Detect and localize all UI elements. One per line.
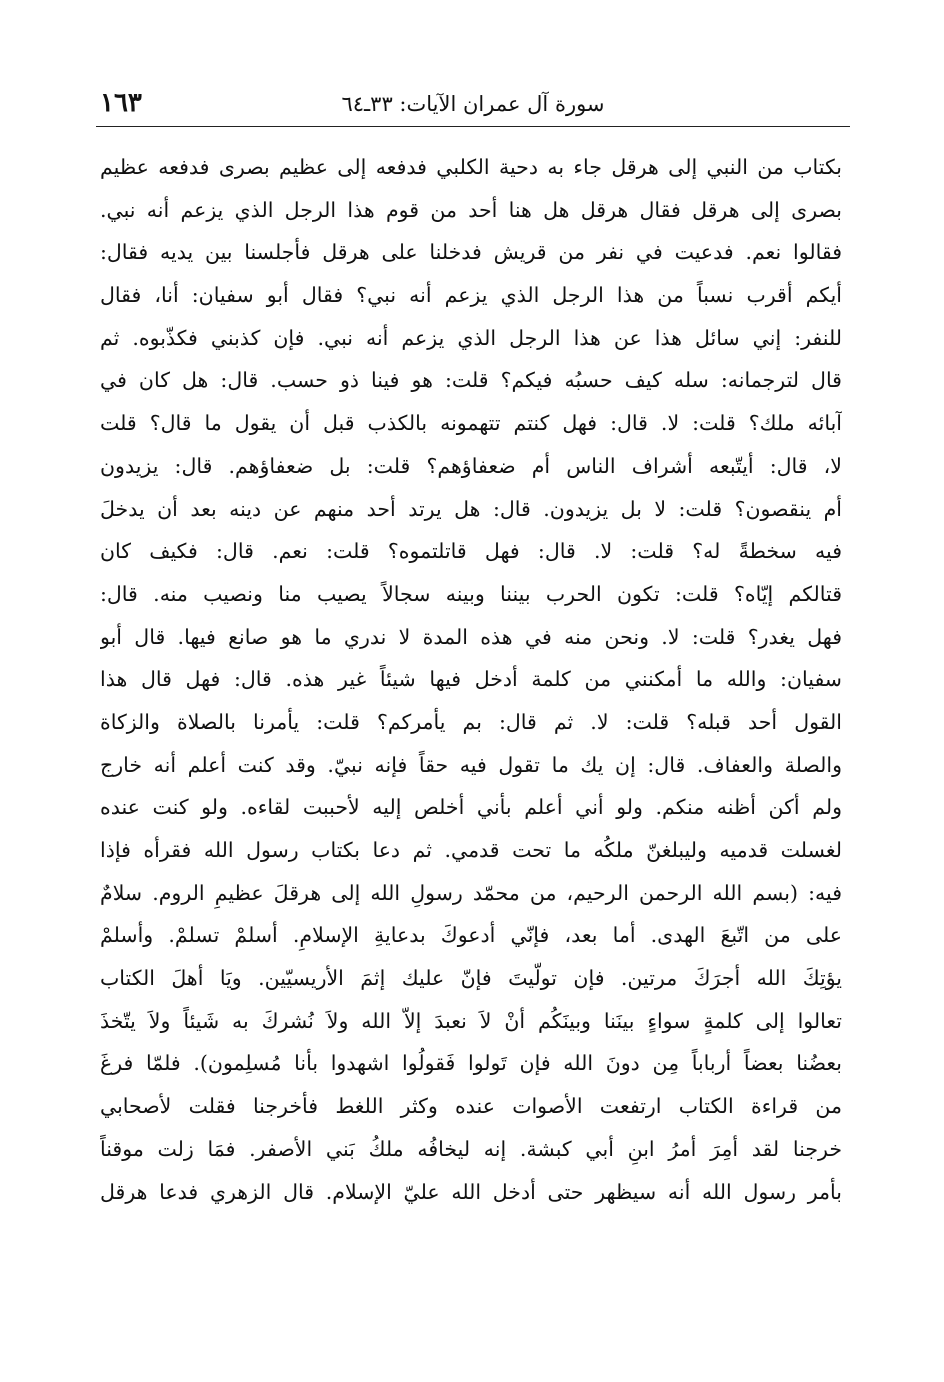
text-line: لغسلت قدميه وليبلغنّ ملكُه ما تحت قدمي. ثم دعا بكتاب رسول الله فقرأه فإذا	[100, 838, 842, 862]
text-line: بكتاب من النبي إلى هرقل جاء به دحية الكلبي فدفعه إلى عظيم بصرى فدفعه عظيم	[100, 155, 842, 179]
text-line: القول أحد قبله؟ قلت: لا. ثم قال: بم يأمركم؟ قلت: يأمرنا بالصلاة والزكاة	[100, 709, 842, 734]
text-line: بصرى إلى هرقل فقال هرقل هل هنا أحد من قوم هذا الرجل الذي يزعم أنه نبي.	[100, 197, 842, 222]
text-line: على من اتّبعَ الهدى. أما بعد، فإنّي أدعوكَ بدعايةِ الإسلامِ. أسلمْ تسلمْ. وأسلمْ	[100, 923, 842, 948]
text-line: فهل يغدر؟ قلت: لا. ونحن منه في هذه المدة لا ندري ما هو صانع فيها. قال أبو	[100, 624, 842, 649]
text-line: آبائه ملك؟ قلت: لا. قال: فهل كنتم تتهمونه بالكذب قبل أن يقول ما قال؟ قلت	[100, 411, 842, 436]
text-line: ولم أكن أظنه منكم. ولو أني أعلم بأني أخلص إليه لأحببت لقاءه. ولو كنت عنده	[100, 795, 842, 820]
text-line: أيكم أقرب نسباً من هذا الرجل الذي يزعم أنه نبي؟ فقال أبو سفيان: أنا، فقال	[100, 283, 842, 308]
text-line: بعضُنا بعضاً أرباباً مِن دونَ الله فإن تَولوا فَقولُوا اشهدوا بأنا مُسلِمون). فلمّا فرغَ	[100, 1051, 842, 1076]
text-line: خرجنا لقد أمِرَ أمرُ ابنِ أبي كبشة. إنه ليخافُه ملكُ بَني الأصفر. فمَا زلت موقناً	[100, 1136, 842, 1161]
text-line: فيه: (بسم الله الرحمن الرحيم، من محمّد رسولِ الله إلى هرقلَ عظيمِ الروم. سلامٌ	[100, 880, 842, 905]
text-line: قال لترجمانه: سله كيف حسبُه فيكم؟ قلت: هو فينا ذو حسب. قال: هل كان في	[100, 368, 842, 393]
text-line: تعالوا إلى كلمةٍ سواءٍ بينَنا وبينَكُم أنْ لاَ نعبدَ إلاّ الله ولاَ نُشركَ به شَيئاً ولاَ يتّخذَ	[100, 1008, 842, 1033]
text-line: فيه سخطةً له؟ قلت: لا. قال: فهل قاتلتموه؟ قلت: نعم. قال: فكيف كان	[100, 539, 842, 564]
text-line: سفيان: والله ما أمكنني من كلمة أدخل فيها شيئاً غير هذه. قال: فهل قال هذا	[100, 667, 842, 692]
body-text	[100, 146, 842, 1213]
text-line: من قراءة الكتاب ارتفعت الأصوات عنده وكثر اللغط فأخرجنا فقلت لأصحابي	[100, 1094, 842, 1119]
page-number: ١٦٣	[100, 88, 142, 118]
text-line: للنفر: إني سائل هذا عن هذا الرجل الذي يزعم أنه نبي. فإن كذبني فكذّبوه. ثم	[100, 325, 842, 350]
page-header	[96, 88, 850, 128]
text-line: أم ينقصون؟ قلت: لا بل يزيدون. قال: هل يرتد أحد منهم عن دينه بعد أن يدخلَ	[100, 496, 842, 521]
text-line: بأمر رسول الله أنه سيظهر حتى أدخل الله عليّ الإسلام. قال الزهري فدعا هرقل	[100, 1179, 842, 1204]
text-line: فقالوا نعم. فدعيت في نفر من قريش فدخلنا على هرقل فأجلسنا بين يديه فقال:	[100, 240, 842, 265]
text-line: يؤتِكَ الله أجرَكَ مرتين. فإن تولّيتَ فإنّ عليك إثمَ الأريسيّين. ويَا أهلَ الكتاب	[100, 966, 842, 991]
text-line: قتالكم إيّاه؟ قلت: تكون الحرب بيننا وبينه سجالاً يصيب منا ونصيب منه. قال:	[100, 581, 842, 606]
running-title: سورة آل عمران الآيات: ٣٣ـ٦٤	[341, 92, 605, 116]
text-line: والصلة والعفاف. قال: إن يك ما تقول فيه حقاً فإنه نبيّ. وقد كنت أعلم أنه خارج	[100, 752, 842, 777]
text-line: لا، قال: أيتّبعه أشراف الناس أم ضعفاؤهم؟ قلت: بل ضعفاؤهم. قال: يزيدون	[100, 453, 842, 478]
header-rule	[96, 126, 850, 127]
